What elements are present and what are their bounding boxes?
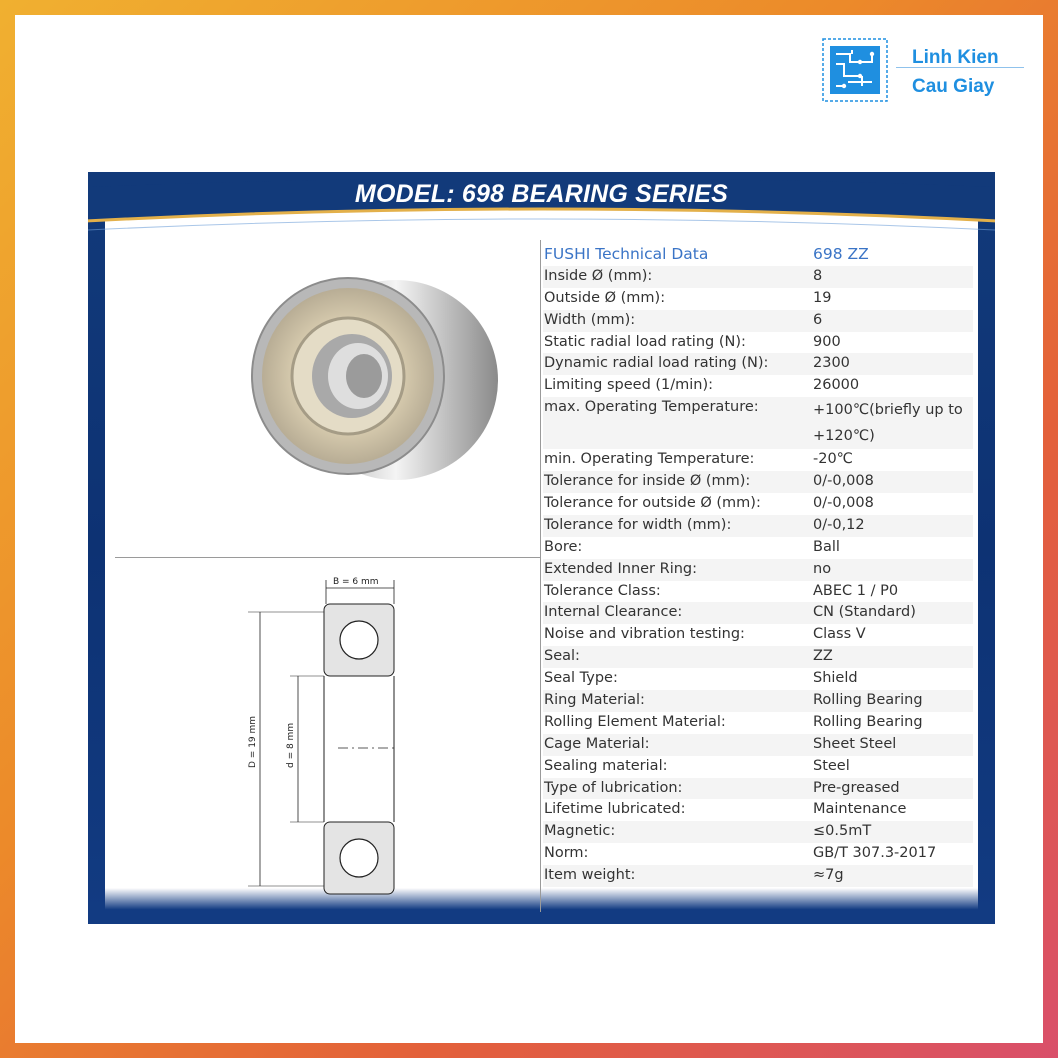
row-value: Steel <box>813 757 850 774</box>
table-row <box>543 778 973 800</box>
row-value: 2300 <box>813 355 850 372</box>
table-row <box>543 690 973 712</box>
row-label: Lifetime lubricated: <box>544 801 686 818</box>
table-row <box>543 581 973 603</box>
brand-line-1: Linh Kien <box>912 47 999 68</box>
row-value: GB/T 307.3-2017 <box>813 845 937 862</box>
row-label: Cage Material: <box>544 735 650 752</box>
table-row <box>543 602 973 624</box>
table-row <box>543 756 973 778</box>
table-row <box>543 646 973 668</box>
row-label: Tolerance for outside Ø (mm): <box>544 495 761 512</box>
row-value: 6 <box>813 311 823 328</box>
table-row <box>543 537 973 559</box>
spec-table <box>543 244 973 887</box>
table-row <box>543 397 973 449</box>
row-value: 8 <box>813 267 823 284</box>
row-value: +100℃(briefly up to +120℃) <box>813 402 963 445</box>
row-label: Seal: <box>544 648 580 665</box>
table-row <box>543 288 973 310</box>
brand-name <box>912 43 999 101</box>
table-row <box>543 668 973 690</box>
row-value: CN (Standard) <box>813 604 916 621</box>
row-label: Extended Inner Ring: <box>544 560 698 577</box>
row-value: 19 <box>813 289 832 306</box>
row-label: Static radial load rating (N): <box>544 333 746 350</box>
row-label: Internal Clearance: <box>544 604 683 621</box>
table-row <box>543 624 973 646</box>
row-value: 0/-0,12 <box>813 516 865 533</box>
row-value: 900 <box>813 333 841 350</box>
row-label: Width (mm): <box>544 311 636 328</box>
table-row <box>543 515 973 537</box>
chip-logo-icon <box>822 38 888 102</box>
row-value: ABEC 1 / P0 <box>813 582 899 599</box>
row-label: min. Operating Temperature: <box>544 451 755 468</box>
row-label: Magnetic: <box>544 823 616 840</box>
row-label: Noise and vibration testing: <box>544 626 745 643</box>
outer-diameter-label: D = 19 mm <box>248 715 258 768</box>
brand-line-2: Cau Giay <box>912 76 995 97</box>
row-label: Dynamic radial load rating (N): <box>544 355 769 372</box>
row-value: Shield <box>813 670 858 687</box>
row-label: Outside Ø (mm): <box>544 289 666 306</box>
row-value: Rolling Bearing <box>813 692 923 709</box>
horizontal-divider <box>115 557 540 558</box>
table-row <box>543 375 973 397</box>
row-value: no <box>813 560 832 577</box>
bearing-photo <box>218 256 518 496</box>
table-row <box>543 266 973 288</box>
inner-diameter-label: d = 8 mm <box>286 722 296 768</box>
table-row <box>543 471 973 493</box>
row-label: Rolling Element Material: <box>544 713 726 730</box>
dimension-drawing <box>228 568 548 898</box>
page-title: MODEL: 698 BEARING SERIES <box>354 180 729 208</box>
row-label: Tolerance Class: <box>544 582 661 599</box>
table-row <box>543 734 973 756</box>
table-row <box>543 449 973 471</box>
row-value: ≤0.5mT <box>813 823 872 840</box>
row-label: Sealing material: <box>544 757 668 774</box>
table-row <box>543 821 973 843</box>
row-label: Ring Material: <box>544 692 645 709</box>
row-value: Rolling Bearing <box>813 713 923 730</box>
row-value: Class V <box>813 626 866 643</box>
row-label: Inside Ø (mm): <box>544 267 653 284</box>
row-value: 0/-0,008 <box>813 473 874 490</box>
row-label: Tolerance for inside Ø (mm): <box>544 473 751 490</box>
table-row <box>543 493 973 515</box>
row-label: Type of lubrication: <box>544 779 683 796</box>
spec-panel <box>88 172 995 924</box>
table-header-value: 698 ZZ <box>813 245 869 263</box>
table-row <box>543 865 973 887</box>
row-label: Norm: <box>544 845 589 862</box>
table-row <box>543 332 973 354</box>
row-label: Bore: <box>544 538 583 555</box>
row-label: Seal Type: <box>544 670 618 687</box>
row-value: Ball <box>813 538 840 555</box>
row-value: Sheet Steel <box>813 735 897 752</box>
row-label: Item weight: <box>544 867 636 884</box>
row-label: Tolerance for width (mm): <box>544 516 732 533</box>
row-value: 0/-0,008 <box>813 495 874 512</box>
row-value: -20℃ <box>813 451 853 468</box>
table-header-label: FUSHI Technical Data <box>544 245 709 263</box>
table-row <box>543 353 973 375</box>
table-row <box>543 310 973 332</box>
table-row <box>543 799 973 821</box>
table-row <box>543 559 973 581</box>
row-value: Maintenance <box>813 801 907 818</box>
table-row <box>543 843 973 865</box>
row-label: Limiting speed (1/min): <box>544 377 714 394</box>
table-header-row <box>543 244 973 266</box>
row-value: 26000 <box>813 377 860 394</box>
row-value: Pre-greased <box>813 779 900 796</box>
row-label: max. Operating Temperature: <box>544 399 759 416</box>
table-row <box>543 712 973 734</box>
width-dimension-label: B = 6 mm <box>333 577 379 587</box>
row-value: ≈7g <box>813 867 844 884</box>
row-value: ZZ <box>813 648 833 665</box>
brand-logo <box>822 38 1032 102</box>
